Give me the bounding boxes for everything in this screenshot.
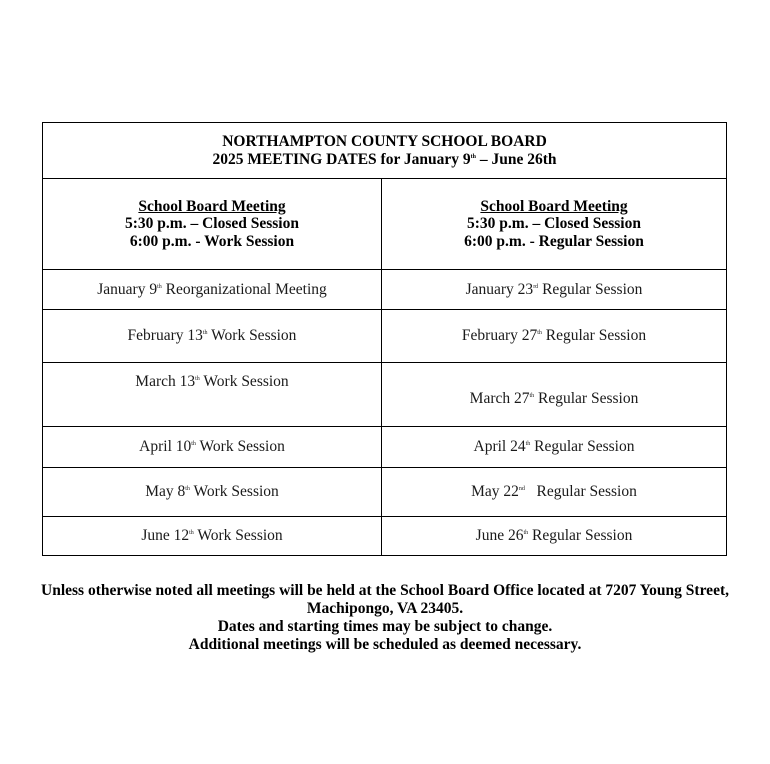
session-text: Regular Session [528, 527, 633, 545]
session-text: Work Session [193, 527, 283, 545]
title-line-2-sup: th [470, 153, 477, 160]
session-text: Regular Session [534, 389, 639, 407]
footer-line-changes: Dates and starting times may be subject to change. [217, 618, 553, 635]
header-session-time: 6:00 p.m. - Regular Session [464, 232, 644, 250]
date-text: March 13 [135, 373, 196, 390]
date-suffix: th [537, 330, 542, 337]
date-suffix: th [523, 530, 529, 537]
session-text: Regular Session [541, 327, 647, 345]
session-text: Work Session [207, 327, 297, 345]
footer-note [40, 582, 730, 654]
meeting-date-cell [43, 363, 382, 427]
date-suffix: th [525, 441, 531, 448]
meeting-schedule-table [42, 122, 727, 556]
table-row [43, 427, 727, 468]
date-text: May 8 [145, 483, 186, 501]
title-line-2-end: – June 26th [476, 150, 557, 168]
meeting-date-cell [43, 270, 382, 310]
table-row [43, 468, 727, 517]
header-work-session [43, 179, 382, 270]
date-suffix: th [157, 283, 162, 290]
meeting-date-cell [382, 517, 727, 556]
date-suffix: nd [518, 486, 525, 493]
date-suffix: th [529, 392, 535, 399]
date-text: June 12 [141, 527, 190, 545]
session-text: Regular Session [524, 483, 637, 501]
header-heading: School Board Meeting [138, 198, 286, 216]
session-text: Work Session [195, 438, 285, 456]
title-row [43, 123, 727, 179]
date-suffix: th [191, 441, 196, 448]
meeting-date-cell [43, 517, 382, 556]
date-text: May 22 [471, 483, 519, 501]
session-text: Regular Session [538, 280, 643, 298]
table-row [43, 363, 727, 427]
footer-line-additional: Additional meetings will be scheduled as deemed necessary. [188, 636, 582, 653]
date-suffix: th [189, 530, 194, 537]
header-regular-session [382, 179, 727, 270]
date-text: January 23 [465, 280, 534, 298]
date-text: April 24 [473, 438, 526, 456]
meeting-date-cell [382, 310, 727, 363]
date-suffix: th [185, 486, 190, 493]
meeting-date-cell [43, 310, 382, 363]
meeting-date-cell [382, 468, 727, 517]
meeting-date-cell [43, 468, 382, 517]
title-line-1: NORTHAMPTON COUNTY SCHOOL BOARD [222, 133, 547, 151]
date-suffix: th [195, 375, 200, 382]
table-title [43, 123, 727, 179]
header-row [43, 179, 727, 270]
meeting-date-cell [382, 363, 727, 427]
table-row [43, 270, 727, 310]
date-text: February 27 [461, 327, 538, 345]
session-text: Reorganizational Meeting [161, 280, 327, 298]
date-text: June 26 [475, 527, 524, 545]
title-line-2 [43, 151, 726, 168]
header-session-time: 6:00 p.m. - Work Session [129, 232, 295, 250]
meeting-date-cell [382, 427, 727, 468]
date-text: March 27 [469, 389, 530, 407]
date-text: January 9 [97, 280, 158, 298]
footer-line-address: Machipongo, VA 23405. [306, 600, 464, 617]
meeting-date-cell [382, 270, 727, 310]
header-heading: School Board Meeting [480, 198, 628, 216]
table-row [43, 310, 727, 363]
date-suffix: rd [533, 283, 539, 290]
session-text: Regular Session [530, 438, 635, 456]
session-text: Work Session [189, 483, 279, 501]
date-text: February 13 [127, 327, 203, 345]
footer-line-location: Unless otherwise noted all meetings will be held at the School Board Office located at 7207 Young Street, [41, 582, 729, 599]
meeting-date-cell [43, 427, 382, 468]
session-text: Work Session [199, 373, 289, 390]
title-line-2-main: 2025 MEETING DATES for January 9 [212, 150, 471, 168]
header-closed-time: 5:30 p.m. – Closed Session [467, 215, 641, 233]
date-text: April 10 [139, 438, 192, 456]
table-row [43, 517, 727, 556]
header-closed-time: 5:30 p.m. – Closed Session [125, 215, 299, 233]
date-suffix: th [202, 330, 208, 337]
